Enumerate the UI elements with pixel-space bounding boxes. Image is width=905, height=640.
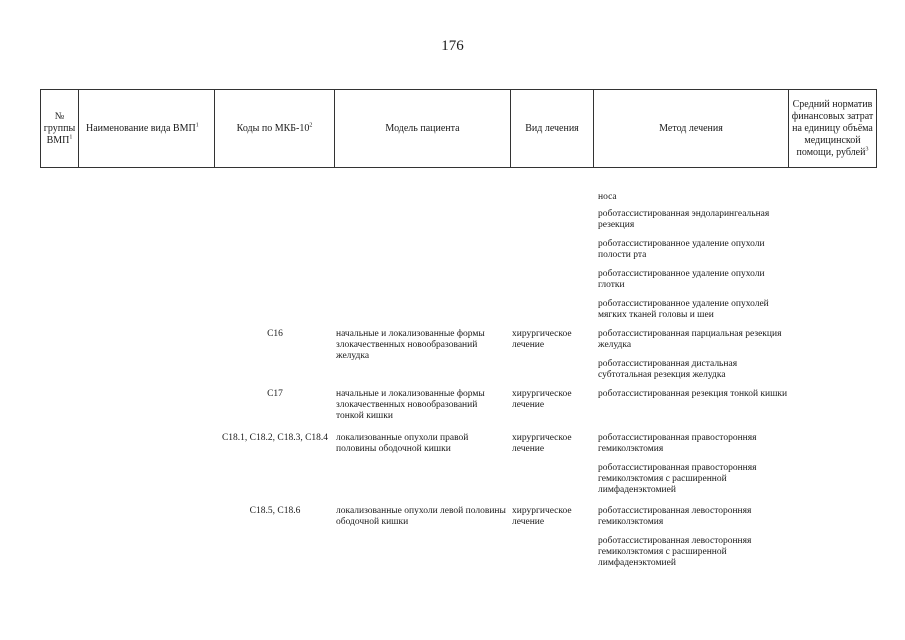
row-1-patient: начальные и локализованные формы злокачественных новообразований тонкой кишки — [336, 389, 485, 421]
row-2-code: C18.1, C18.2, C18.3, C18.4 — [221, 433, 329, 443]
method-cont-0: носа — [598, 192, 617, 202]
row-0-method-1: роботассистированная дистальная субтотальная резекция желудка — [598, 359, 738, 380]
table-header — [40, 89, 877, 168]
header-treatment-type: Вид лечения — [511, 90, 594, 168]
method-cont-2: роботассистированное удаление опухоли полости рта — [598, 239, 765, 260]
row-3-patient: локализованные опухоли левой половины ободочной кишки — [336, 506, 506, 527]
row-3-treatment: хирургическое лечение — [512, 506, 572, 527]
header-cost-norm: Средний норматив финансовых затрат на единицу объёма медицинской помощи, рублей$^3$ — [789, 90, 877, 168]
header-treatment-method: Метод лечения — [594, 90, 789, 168]
row-0-method-0: роботассистированная парциальная резекция желудка — [598, 329, 782, 350]
header-icd-codes: Коды по МКБ-$10^2$ — [215, 90, 335, 168]
row-2-method-1: роботассистированная правосторонняя гемиколэктомия с расширенной лимфаденэктомией — [598, 463, 757, 495]
row-0-code: C16 — [267, 329, 283, 339]
method-cont-3: роботассистированное удаление опухоли глотки — [598, 269, 765, 290]
table-body — [0, 190, 905, 590]
row-1-method-0: роботассистированная резекция тонкой кишки — [598, 389, 788, 399]
row-3-method-1: роботассистированная левосторонняя гемиколэктомия с расширенной лимфаденэктомией — [598, 536, 752, 568]
row-2-method-0: роботассистированная правосторонняя гемиколэктомия — [598, 433, 757, 454]
row-1-code: C17 — [267, 389, 283, 399]
row-1-treatment: хирургическое лечение — [512, 389, 572, 410]
row-0-treatment: хирургическое лечение — [512, 329, 572, 350]
row-2-treatment: хирургическое лечение — [512, 433, 572, 454]
header-group-number: № группы ВМП$^1$ — [41, 90, 79, 168]
header-vmp-name: Наименование вида ВМП$^1$ — [79, 90, 215, 168]
row-2-patient: локализованные опухоли правой половины ободочной кишки — [336, 433, 469, 454]
row-3-code: C18.5, C18.6 — [249, 506, 301, 516]
method-cont-4: роботассистированное удаление опухолей мягких тканей головы и шеи — [598, 299, 769, 320]
row-3-method-0: роботассистированная левосторонняя гемиколэктомия — [598, 506, 752, 527]
method-cont-1: роботассистированная эндоларингеальная резекция — [598, 209, 770, 230]
row-0-patient: начальные и локализованные формы злокачественных новообразований желудка — [336, 329, 485, 361]
header-patient-model: Модель пациента — [335, 90, 511, 168]
page-number: 176 — [441, 38, 464, 54]
